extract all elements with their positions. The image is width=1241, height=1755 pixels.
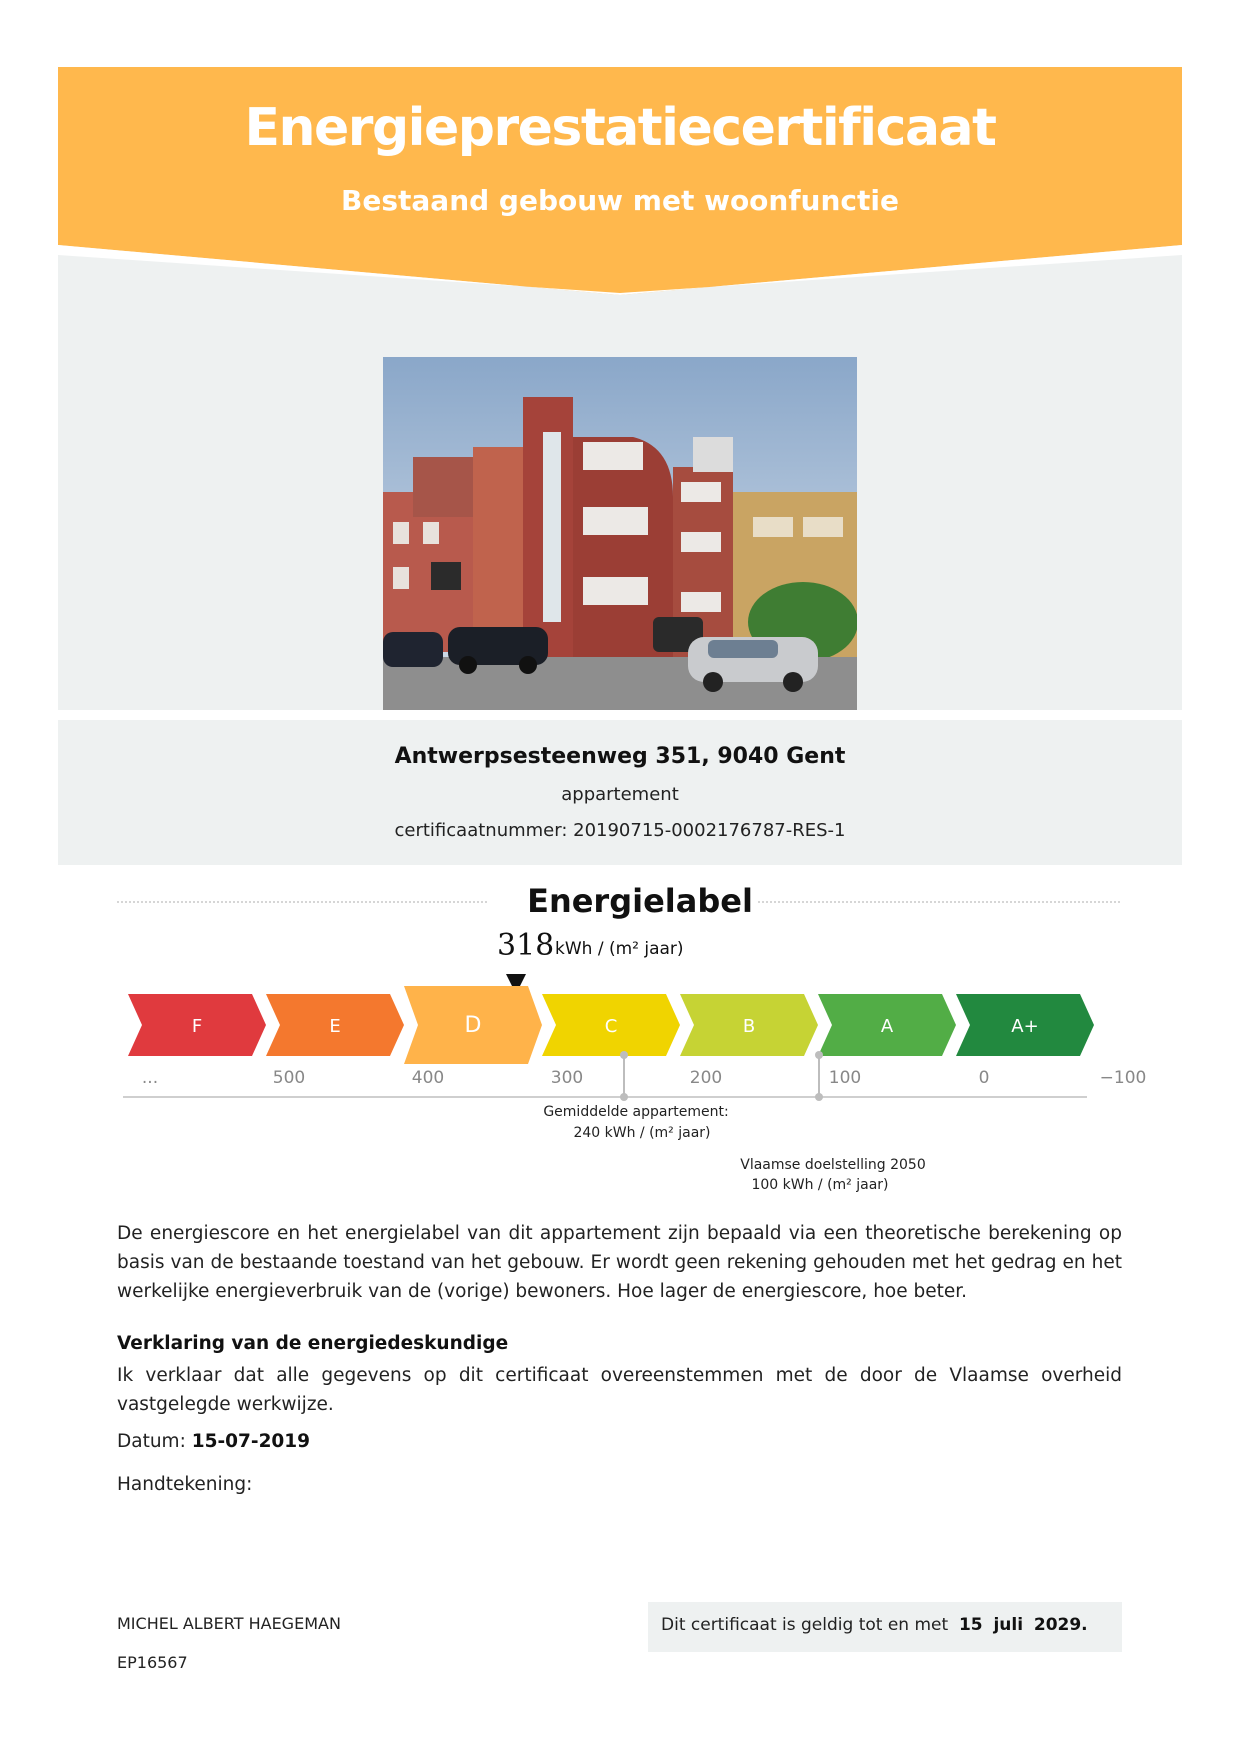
average-label: Gemiddelde appartement: [543, 1104, 729, 1120]
energy-label-heading: Energielabel [527, 882, 753, 920]
date-label: Datum: [117, 1431, 186, 1452]
target-label: Vlaamse doelstelling 2050 [740, 1157, 926, 1173]
property-type: appartement [561, 784, 679, 805]
validity-year: 2029. [1033, 1615, 1088, 1635]
energy-band-label: B [742, 1016, 756, 1037]
page-subtitle: Bestaand gebouw met woonfunctie [341, 184, 899, 217]
declaration-heading: Verklaring van de energiedeskundige [117, 1333, 509, 1354]
validity-day: 15 [958, 1615, 983, 1635]
property-address: Antwerpsesteenweg 351, 9040 Gent [394, 744, 846, 769]
axis-tick-label: 500 [272, 1068, 306, 1088]
page-title: Energieprestatiecertificaat [244, 98, 996, 158]
axis-tick-label: −100 [1099, 1068, 1147, 1088]
declaration-paragraph: Ik verklaar dat alle gegevens op dit certificaat overeenstemmen met de door de Vlaamse overheid vastgelegde werkwijze. [117, 1365, 1122, 1415]
energy-band-label: A [880, 1016, 894, 1037]
axis-tick-label: 200 [689, 1068, 723, 1088]
energy-score-unit: kWh / (m² jaar) [555, 939, 684, 959]
energy-band-label: E [329, 1016, 341, 1037]
energy-band-label: A+ [1011, 1016, 1039, 1037]
axis-tick-label: 0 [978, 1068, 990, 1088]
intro-paragraph: De energiescore en het energielabel van dit appartement zijn bepaald via een theoretische berekening op basis van de bestaande toestand van het gebouw. Er wordt geen rekening gehouden met het gedrag en het werkelijke energieverbruik van de (vorige) bewoners. Hoe lager de energiescore, hoe beter. [117, 1223, 1122, 1302]
expert-id: EP16567 [117, 1653, 188, 1672]
date-line [117, 1431, 310, 1452]
validity-month: juli [993, 1615, 1024, 1635]
axis-tick-label: 100 [828, 1068, 862, 1088]
expert-name: MICHEL ALBERT HAEGEMAN [117, 1614, 341, 1633]
axis-tick-label: 400 [411, 1068, 445, 1088]
target-marker-dot [815, 1051, 823, 1059]
average-marker-dot [620, 1051, 628, 1059]
target-value: 100 kWh / (m² jaar) [751, 1177, 889, 1193]
date-value: 15-07-2019 [191, 1431, 311, 1452]
energy-band-label: D [464, 1013, 482, 1038]
signature-label: Handtekening: [117, 1474, 253, 1495]
energy-band-label: C [604, 1016, 618, 1037]
axis-tick-label: 300 [550, 1068, 584, 1088]
axis-tick-label: ... [141, 1068, 159, 1088]
validity-box [648, 1602, 1122, 1652]
energy-band-label: F [191, 1016, 203, 1037]
certificate-number: certificaatnummer: 20190715-0002176787-RES-1 [394, 820, 846, 841]
energy-score-value: 318 [497, 928, 555, 963]
validity-prefix: Dit certificaat is geldig tot en met [661, 1615, 949, 1635]
average-value: 240 kWh / (m² jaar) [573, 1125, 711, 1141]
